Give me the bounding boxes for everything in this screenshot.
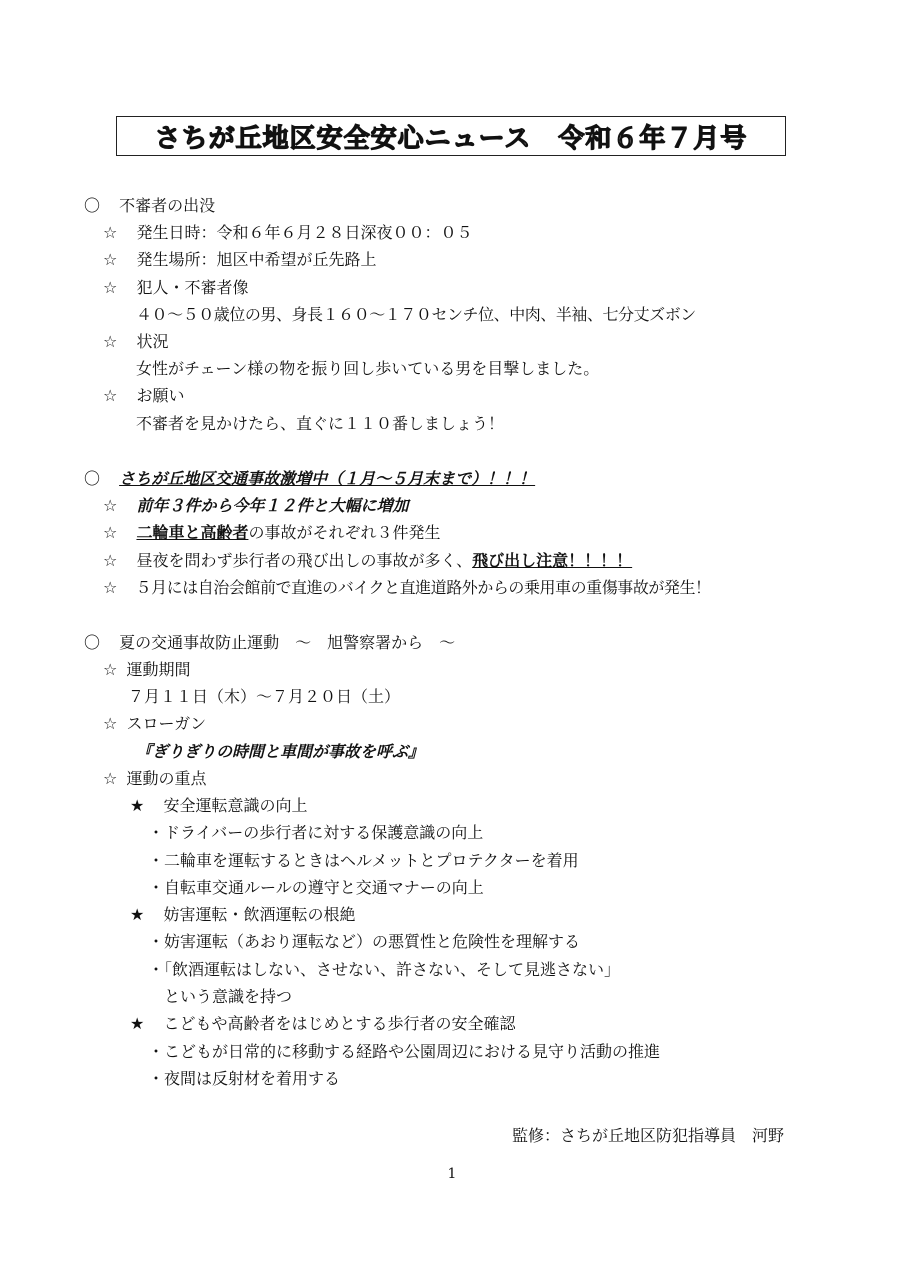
section1-request-detail: 不審者を見かけたら、直ぐに１１０番しましょう！ [136, 414, 505, 433]
star-outline-icon: ☆ [103, 523, 118, 542]
circle-bullet-icon: 〇 [84, 196, 101, 215]
section3-focus1-item: ・ドライバーの歩行者に対する保護意識の向上 [148, 823, 484, 842]
section3-focus2-item: ・妨害運転（あおり運転など）の悪質性と危険性を理解する [148, 932, 581, 951]
star-outline-icon: ☆ [103, 551, 118, 570]
section3-focus-label: ☆ 運動の重点 [103, 769, 207, 788]
dot-bullet-icon: ・ [148, 932, 165, 951]
star-outline-icon: ☆ [103, 250, 118, 269]
star-outline-icon: ☆ [103, 332, 118, 351]
section1-heading: 〇 不審者の出没 [84, 196, 216, 215]
dot-bullet-icon: ・ [148, 823, 165, 842]
section2-heading: 〇 さちが丘地区交通事故激増中（１月～５月末まで）！！！ [84, 469, 536, 488]
star-outline-icon: ☆ [103, 714, 118, 733]
section3-period-label: ☆ 運動期間 [103, 660, 191, 679]
title-box [116, 116, 786, 156]
star-outline-icon: ☆ [103, 223, 118, 242]
dot-bullet-icon: ・ [148, 1069, 165, 1088]
section2-item-increase: ☆ 前年３件から今年１２件と大幅に増加 [103, 496, 409, 515]
section3-slogan-value: 『ぎりぎりの時間と車間が事故を呼ぶ』 [136, 742, 425, 761]
section3-heading: 〇 夏の交通事故防止運動 ～ 旭警察署から ～ [84, 633, 456, 652]
star-filled-icon: ★ [130, 1014, 145, 1033]
star-outline-icon: ☆ [103, 386, 118, 405]
section1-item-date: ☆ 発生日時：令和６年６月２８日深夜００：０５ [103, 223, 473, 242]
section3-focus1: ★ 安全運転意識の向上 [130, 796, 308, 815]
circle-bullet-icon: 〇 [84, 633, 101, 652]
section1-item-situation: ☆ 状況 [103, 332, 169, 351]
dot-bullet-icon: ・ [148, 851, 165, 870]
dot-bullet-icon: ・ [148, 960, 165, 979]
section1-situation-detail: 女性がチェーン様の物を振り回し歩いている男を目撃しました。 [136, 359, 600, 378]
circle-bullet-icon: 〇 [84, 469, 101, 488]
dot-bullet-icon: ・ [148, 1042, 165, 1061]
section1-item-place: ☆ 発生場所：旭区中希望が丘先路上 [103, 250, 377, 269]
section3-focus2-item-cont: という意識を持つ [164, 987, 293, 1006]
supervisor-credit: 監修：さちが丘地区防犯指導員 河野 [512, 1126, 785, 1145]
section3-focus1-item: ・二輪車を運転するときはヘルメットとプロテクターを着用 [148, 851, 579, 870]
section2-item-may-accident: ☆ ５月には自治会館前で直進のバイクと直進道路外からの乗用車の重傷事故が発生！ [103, 578, 711, 597]
star-outline-icon: ☆ [103, 660, 118, 679]
star-outline-icon: ☆ [103, 578, 117, 597]
dot-bullet-icon: ・ [148, 878, 165, 897]
star-outline-icon: ☆ [103, 496, 118, 515]
section1-item-suspect: ☆ 犯人・不審者像 [103, 278, 249, 297]
section2-item-motorcycle: ☆ 二輪車と高齢者の事故がそれぞれ３件発生 [103, 523, 441, 542]
page-title: さちが丘地区安全安心ニュース 令和６年７月号 [154, 123, 748, 154]
star-filled-icon: ★ [130, 796, 145, 815]
section3-focus2: ★ 妨害運転・飲酒運転の根絶 [130, 905, 356, 924]
section3-slogan-label: ☆ スローガン [103, 714, 207, 733]
star-filled-icon: ★ [130, 905, 145, 924]
page-number: 1 [447, 1166, 457, 1182]
section2-item-pedestrian: ☆ 昼夜を問わず歩行者の飛び出しの事故が多く、飛び出し注意！！！！ [103, 551, 633, 570]
section3-focus2-item: ・「飲酒運転はしない、させない、許さない、そして見逃さない」 [148, 960, 621, 979]
star-outline-icon: ☆ [103, 278, 118, 297]
section3-focus3-item: ・こどもが日常的に移動する経路や公園周辺における見守り活動の推進 [148, 1042, 661, 1061]
section3-focus3: ★ こどもや高齢者をはじめとする歩行者の安全確認 [130, 1014, 516, 1033]
section3-focus1-item: ・自転車交通ルールの遵守と交通マナーの向上 [148, 878, 484, 897]
section1-item-request: ☆ お願い [103, 386, 185, 405]
section1-suspect-detail: ４０～５０歳位の男、身長１６０～１７０センチ位、中肉、半袖、七分丈ズボン [136, 305, 696, 324]
star-outline-icon: ☆ [103, 769, 118, 788]
section3-focus3-item: ・夜間は反射材を着用する [148, 1069, 341, 1088]
section3-period-value: ７月１１日（木）～７月２０日（土） [128, 687, 401, 706]
